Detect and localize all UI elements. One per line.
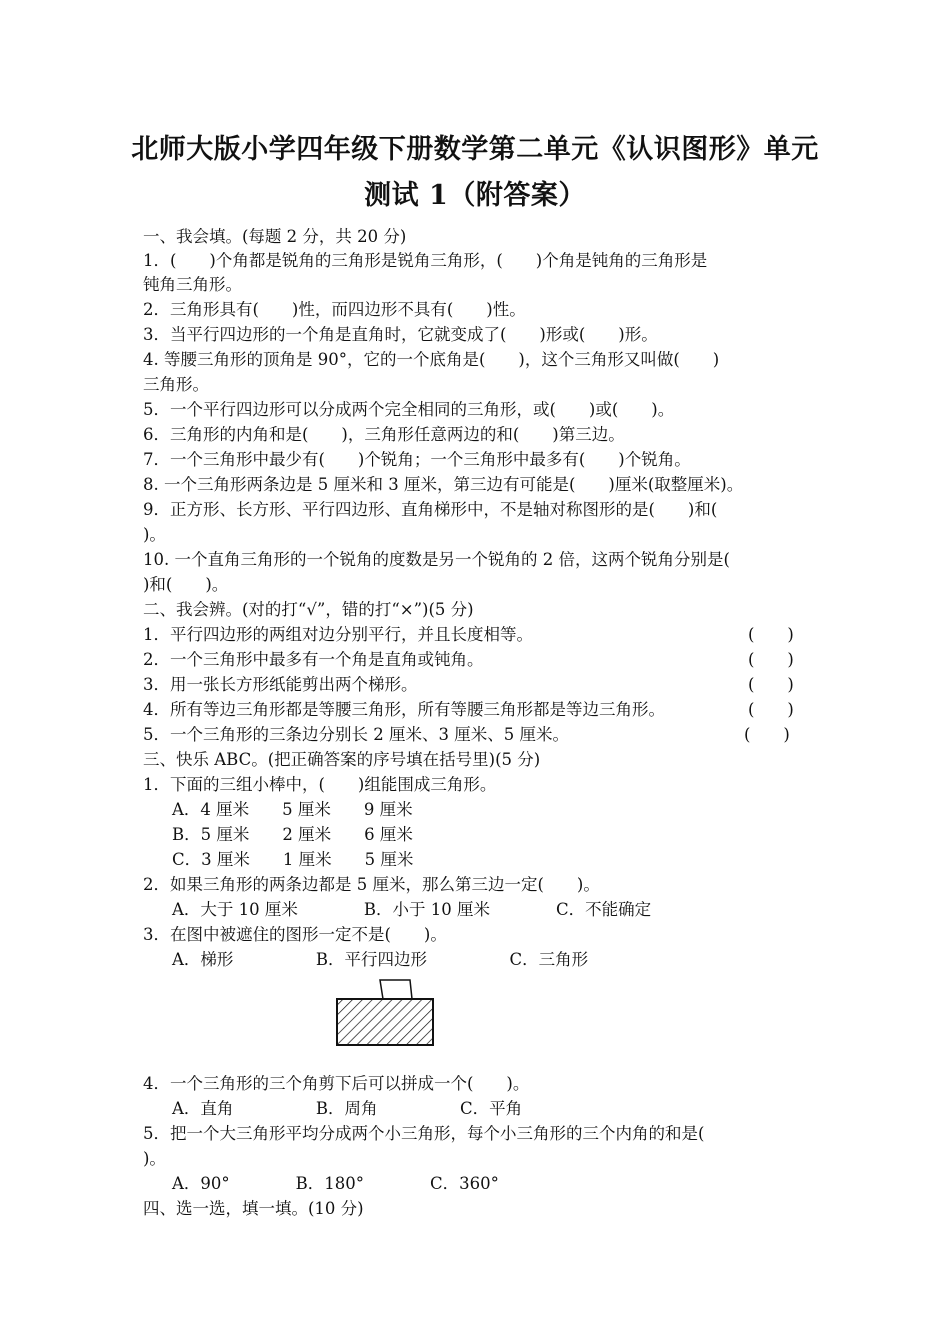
q1-1: 1．( )个角都是锐角的三角形是锐角三角形，( )个角是钝角的三角形是 [143, 251, 708, 270]
q1-4-cont: 三角形。 [143, 375, 209, 394]
q1-9-cont: )。 [143, 525, 166, 544]
q2-5-answer: ( ) [744, 725, 790, 744]
q1-6: 6．三角形的内角和是( )，三角形任意两边的和( )第三边。 [143, 425, 625, 444]
q2-5: 5．一个三角形的三条边分别长 2 厘米、3 厘米、5 厘米。 [143, 725, 569, 744]
q3-3: 3．在图中被遮住的图形一定不是( )。 [143, 925, 447, 944]
q1-4: 4. 等腰三角形的顶角是 90°，它的一个底角是( )，这个三角形又叫做( ) [143, 350, 720, 369]
q2-4: 4．所有等边三角形都是等腰三角形，所有等腰三角形都是等边三角形。 [143, 700, 665, 719]
q3-5: 5．把一个大三角形平均分成两个小三角形，每个小三角形的三个内角的和是( [143, 1124, 705, 1143]
section-1-heading: 一、我会填。(每题 2 分，共 20 分) [143, 227, 407, 246]
section-4-heading: 四、选一选，填一填。(10 分) [143, 1199, 364, 1218]
q2-2: 2．一个三角形中最多有一个角是直角或钝角。 [143, 650, 484, 669]
q2-3: 3．用一张长方形纸能剪出两个梯形。 [143, 675, 418, 694]
q2-1: 1．平行四边形的两组对边分别平行，并且长度相等。 [143, 625, 533, 644]
q2-4-answer: ( ) [748, 700, 794, 719]
q3-1-option-a: A．4 厘米 5 厘米 9 厘米 [172, 800, 413, 819]
q3-1-option-c: C．3 厘米 1 厘米 5 厘米 [172, 850, 414, 869]
q3-3-options: A．梯形 B．平行四边形 C．三角形 [172, 950, 589, 969]
q3-5-options: A．90° B．180° C．360° [172, 1174, 499, 1193]
covering-rectangle [337, 999, 433, 1045]
q1-10: 10. 一个直角三角形的一个锐角的度数是另一个锐角的 2 倍，这两个锐角分别是( [143, 550, 730, 569]
q3-2: 2．如果三角形的两条边都是 5 厘米，那么第三边一定( )。 [143, 875, 600, 894]
q2-2-answer: ( ) [748, 650, 794, 669]
q1-7: 7．一个三角形中最少有( )个锐角；一个三角形中最多有( )个锐角。 [143, 450, 691, 469]
q1-5: 5．一个平行四边形可以分成两个完全相同的三角形，或( )或( )。 [143, 400, 675, 419]
q1-3: 3．当平行四边形的一个角是直角时，它就变成了( )形或( )形。 [143, 325, 658, 344]
q3-2-options: A．大于 10 厘米 B．小于 10 厘米 C．不能确定 [172, 900, 652, 919]
title-line-1: 北师大版小学四年级下册数学第二单元《认识图形》单元 [131, 134, 819, 165]
q2-1-answer: ( ) [748, 625, 794, 644]
section-3-heading: 三、快乐 ABC。(把正确答案的序号填在括号里)(5 分) [143, 750, 541, 769]
q1-9: 9．正方形、长方形、平行四边形、直角梯形中，不是轴对称图形的是( )和( [143, 500, 718, 519]
q3-4-options: A．直角 B．周角 C．平角 [172, 1099, 523, 1118]
q3-4: 4．一个三角形的三个角剪下后可以拼成一个( )。 [143, 1074, 530, 1093]
q1-10-cont: )和( )。 [143, 575, 229, 594]
covered-shape-top [380, 980, 412, 999]
q3-1: 1．下面的三组小棒中，( )组能围成三角形。 [143, 775, 497, 794]
title-line-2: 测试 1（附答案） [364, 180, 586, 211]
q2-3-answer: ( ) [748, 675, 794, 694]
q1-1-cont: 钝角三角形。 [143, 275, 242, 294]
q1-2: 2．三角形具有( )性，而四边形不具有( )性。 [143, 300, 526, 319]
q1-8: 8. 一个三角形两条边是 5 厘米和 3 厘米，第三边有可能是( )厘米(取整厘米)。 [143, 475, 744, 494]
q3-1-option-b: B．5 厘米 2 厘米 6 厘米 [172, 825, 413, 844]
covered-shape-figure [335, 977, 435, 1049]
section-2-heading: 二、我会辨。(对的打“√”，错的打“×”)(5 分) [143, 600, 474, 619]
q3-5-cont: )。 [143, 1149, 166, 1168]
